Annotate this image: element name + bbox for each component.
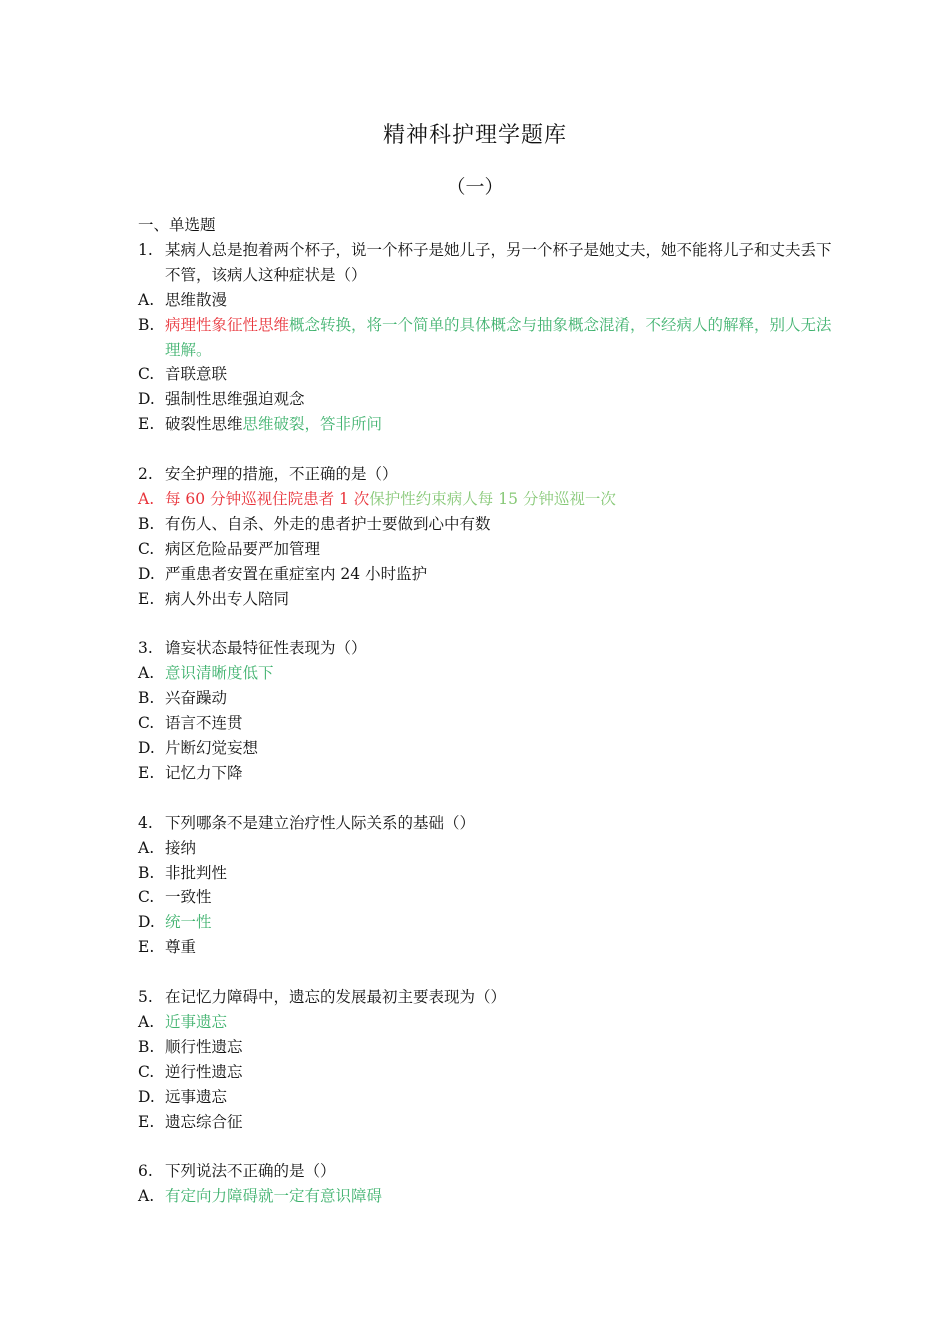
q2-option-c: C. 病区危险品要严加管理 bbox=[138, 539, 321, 558]
q5-option-c: C. 逆行性遗忘 bbox=[138, 1062, 243, 1081]
q4-option-e: E. 尊重 bbox=[138, 938, 197, 957]
q1-option-a: A. 思维散漫 bbox=[138, 290, 228, 309]
answer-text: 近事遗忘 bbox=[165, 1012, 228, 1031]
question-number: 4. bbox=[138, 813, 153, 832]
question-5 bbox=[138, 985, 838, 1010]
question-text: 安全护理的措施，不正确的是（） bbox=[165, 465, 398, 484]
question-4 bbox=[138, 811, 838, 836]
q3-option-c: C. 语言不连贯 bbox=[138, 714, 243, 733]
q2-option-a: A. 每 60 分钟巡视住院患者 1 次保护性约束病人每 15 分钟巡视一次 bbox=[138, 489, 616, 508]
q2-option-b: B. 有伤人、自杀、外走的患者护士要做到心中有数 bbox=[138, 514, 491, 533]
question-text: 下列哪条不是建立治疗性人际关系的基础（） bbox=[165, 813, 476, 832]
question-text: 谵妄状态最特征性表现为（） bbox=[165, 639, 367, 658]
q5-option-a: A. 近事遗忘 bbox=[138, 1012, 228, 1031]
q2-option-d: D. 严重患者安置在重症室内 24 小时监护 bbox=[138, 564, 428, 583]
q3-option-b: B. 兴奋躁动 bbox=[138, 689, 228, 708]
question-text: 某病人总是抱着两个杯子，说一个杯子是她儿子，另一个杯子是她丈夫，她不能将儿子和丈夫丢下不管，该病人这种症状是（） bbox=[165, 240, 832, 284]
q1-option-e: E. 破裂性思维思维破裂，答非所问 bbox=[138, 415, 383, 434]
question-number: 1. bbox=[138, 240, 153, 259]
q5-option-d: D. 远事遗忘 bbox=[138, 1087, 228, 1106]
question-2 bbox=[138, 462, 838, 487]
page-subtitle: （一） bbox=[446, 176, 504, 198]
question-number: 2. bbox=[138, 465, 153, 484]
q4-option-c: C. 一致性 bbox=[138, 888, 212, 907]
question-number: 6. bbox=[138, 1162, 153, 1181]
explanation-note: 概念转换，将一个简单的具体概念与抽象概念混淆，不经病人的解释，别人无法理解。 bbox=[165, 315, 832, 359]
explanation-note: 保护性约束病人每 15 分钟巡视一次 bbox=[369, 489, 616, 508]
q6-option-a: A. 有定向力障碍就一定有意识障碍 bbox=[138, 1187, 383, 1206]
answer-text: 有定向力障碍就一定有意识障碍 bbox=[165, 1187, 383, 1206]
q1-option-d: D. 强制性思维强迫观念 bbox=[138, 390, 305, 409]
q5-option-e: E. 遗忘综合征 bbox=[138, 1112, 243, 1131]
question-content bbox=[138, 213, 838, 1209]
answer-text: 病理性象征性思维 bbox=[165, 315, 290, 334]
answer-text: 意识清晰度低下 bbox=[165, 664, 274, 683]
question-3 bbox=[138, 636, 838, 661]
answer-text: 每 60 分钟巡视住院患者 1 次 bbox=[165, 489, 370, 508]
q2-option-e: E. 病人外出专人陪同 bbox=[138, 589, 290, 608]
q1-option-c: C. 音联意联 bbox=[138, 365, 228, 384]
page-title: 精神科护理学题库 bbox=[382, 123, 567, 148]
q3-option-e: E. 记忆力下降 bbox=[138, 763, 243, 782]
q4-option-d: D. 统一性 bbox=[138, 913, 212, 932]
question-1 bbox=[138, 238, 838, 288]
q3-option-d: D. 片断幻觉妄想 bbox=[138, 739, 259, 757]
answer-text: 统一性 bbox=[165, 913, 212, 932]
q1-option-b: B. 病理性象征性思维概念转换，将一个简单的具体概念与抽象概念混淆，不经病人的解释，别人无法理解。 bbox=[138, 315, 832, 359]
explanation-note: 思维破裂，答非所问 bbox=[242, 415, 383, 434]
q4-option-b: B. 非批判性 bbox=[138, 863, 228, 882]
q5-option-b: B. 顺行性遗忘 bbox=[138, 1037, 243, 1056]
question-text: 下列说法不正确的是（） bbox=[165, 1162, 336, 1181]
q3-option-a: A. 意识清晰度低下 bbox=[138, 664, 274, 683]
q4-option-a: A. 接纳 bbox=[138, 838, 197, 857]
question-6 bbox=[138, 1159, 838, 1184]
question-text: 在记忆力障碍中，遗忘的发展最初主要表现为（） bbox=[165, 988, 507, 1007]
question-number: 3. bbox=[138, 639, 153, 658]
question-number: 5. bbox=[138, 988, 153, 1007]
section-heading: 一、单选题 bbox=[138, 216, 216, 234]
